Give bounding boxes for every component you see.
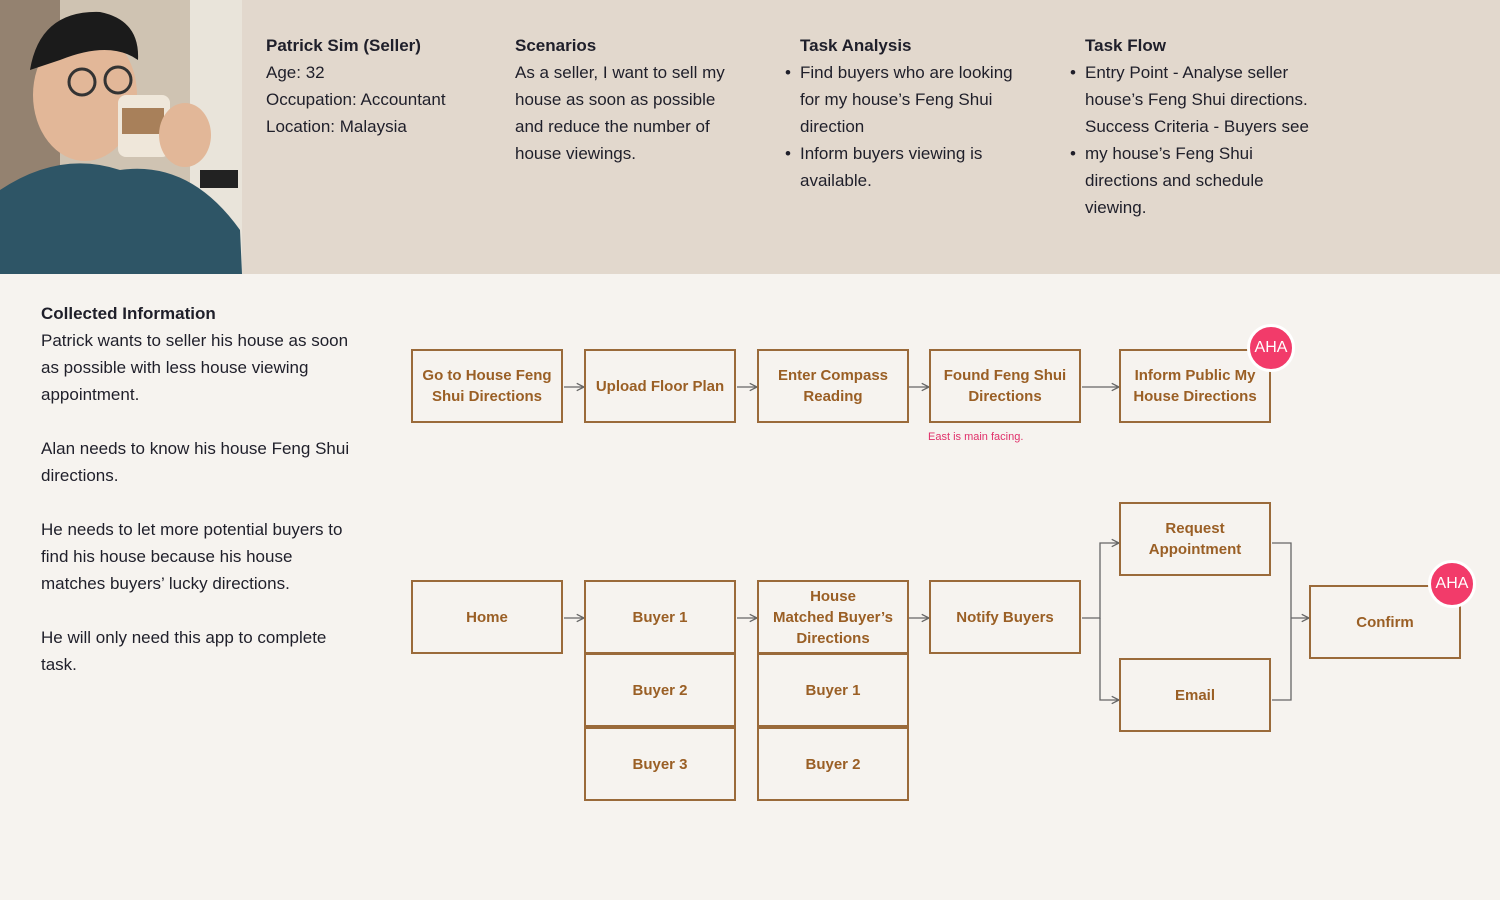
step-label: Confirm — [1356, 613, 1414, 631]
step-label: Buyer 1 — [805, 681, 861, 699]
step-label: Directions — [968, 388, 1042, 405]
step-label: Notify Buyers — [956, 608, 1054, 626]
collected-line: He needs to let more potential buyers to — [41, 520, 343, 539]
task-flow-line: my house’s Feng Shui — [1085, 144, 1253, 163]
step-note: East is main facing. — [928, 431, 1024, 443]
step-buyer-2 — [584, 653, 736, 727]
task-analysis-line: Find buyers who are looking — [800, 63, 1013, 82]
collected-line: matches buyers’ lucky directions. — [41, 574, 290, 593]
step-label: Shui Directions — [431, 388, 542, 405]
aha-badge: AHA — [1247, 324, 1295, 372]
arrow-branch — [1082, 543, 1119, 618]
step-label: Email — [1174, 686, 1216, 704]
collected-line: find his house because his house — [41, 547, 293, 566]
bullet-icon: • — [1070, 63, 1076, 82]
persona-location: Location: Malaysia — [266, 117, 407, 136]
scenarios-line: and reduce the number of — [515, 117, 710, 136]
step-label: Buyer 2 — [805, 755, 861, 773]
step-found-feng-shui-directions — [929, 349, 1081, 423]
step-label: Inform Public My — [1134, 367, 1256, 384]
task-flow-line: directions and schedule — [1085, 171, 1264, 190]
step-label: Go to House Feng — [422, 367, 552, 384]
step-label: Home — [466, 608, 508, 626]
arrow-merge — [1272, 543, 1291, 700]
scenarios-line: As a seller, I want to sell my — [515, 63, 725, 82]
collected-line: as possible with less house viewing — [41, 358, 309, 377]
collected-line: He will only need this app to complete — [41, 628, 327, 647]
step-label: Directions — [796, 629, 870, 647]
step-label: Buyer 1 — [632, 608, 688, 626]
persona-name: Patrick Sim (Seller) — [266, 36, 421, 55]
step-label: Buyer 2 — [632, 681, 688, 699]
collected-line: directions. — [41, 466, 119, 485]
step-buyer-3 — [584, 727, 736, 801]
task-flow-title: Task Flow — [1085, 36, 1166, 55]
step-label: Appointment — [1148, 541, 1242, 558]
step-label: Upload Floor Plan — [595, 377, 725, 395]
step-label: House Directions — [1133, 388, 1257, 405]
step-request-appointment — [1119, 502, 1271, 576]
scenarios-line: house as soon as possible — [515, 90, 716, 109]
collected-line: Patrick wants to seller his house as soon — [41, 331, 349, 350]
step-inform-public — [1119, 349, 1271, 423]
persona-age: Age: 32 — [266, 63, 325, 82]
task-analysis-line: available. — [800, 171, 872, 190]
step-label: Buyer 3 — [632, 755, 688, 773]
task-analysis-line: direction — [800, 117, 865, 136]
aha-badge: AHA — [1428, 560, 1476, 608]
task-flow-line: viewing. — [1085, 198, 1147, 217]
step-house-matched — [757, 580, 909, 654]
step-label: House — [810, 587, 856, 605]
step-label: Matched Buyer’s — [772, 608, 894, 626]
step-enter-compass-reading — [757, 349, 909, 423]
collected-line: appointment. — [41, 385, 140, 404]
step-upload-floor-plan — [584, 349, 736, 423]
task-flow-line: house’s Feng Shui directions. — [1085, 90, 1308, 109]
task-analysis-title: Task Analysis — [800, 36, 912, 55]
step-notify-buyers — [929, 580, 1081, 654]
scenarios-line: house viewings. — [515, 144, 636, 163]
persona-occupation: Occupation: Accountant — [266, 90, 446, 109]
arrow-branch — [1100, 618, 1119, 700]
bullet-icon: • — [785, 63, 791, 82]
step-label: Reading — [803, 388, 863, 405]
step-matched-buyer-2 — [757, 727, 909, 801]
step-email — [1119, 658, 1271, 732]
bullet-icon: • — [1070, 144, 1076, 163]
step-label: Enter Compass — [777, 367, 889, 384]
task-flow-line: Entry Point - Analyse seller — [1085, 63, 1289, 82]
step-house-feng-shui-directions — [411, 349, 563, 423]
step-matched-buyer-1 — [757, 653, 909, 727]
collected-line: Alan needs to know his house Feng Shui — [41, 439, 350, 458]
step-label: Request — [1165, 520, 1225, 537]
scenarios-title: Scenarios — [515, 36, 597, 55]
task-analysis-line: Inform buyers viewing is — [800, 144, 983, 163]
collected-line: task. — [41, 655, 77, 674]
step-label: Found Feng Shui — [943, 367, 1067, 384]
task-analysis-line: for my house’s Feng Shui — [800, 90, 993, 109]
task-flow-line: Success Criteria - Buyers see — [1085, 117, 1309, 136]
bullet-icon: • — [785, 144, 791, 163]
step-home — [411, 580, 563, 654]
step-buyer-1 — [584, 580, 736, 654]
collected-title: Collected Information — [41, 304, 216, 323]
